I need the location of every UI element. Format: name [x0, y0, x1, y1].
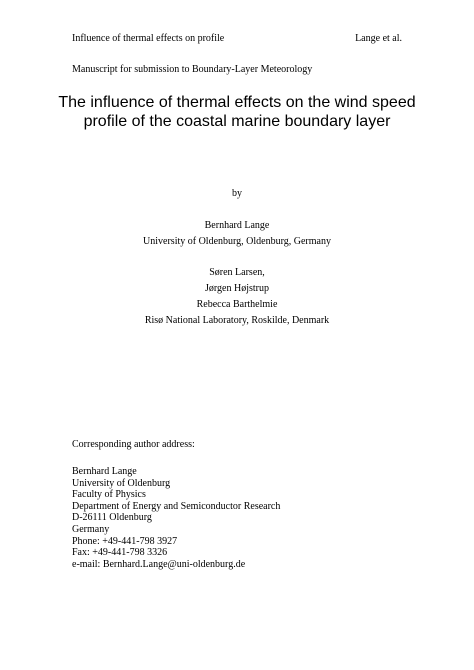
- address-line: Department of Energy and Semiconductor Research: [72, 500, 281, 512]
- fax-line: Fax: +49-441-798 3326: [72, 547, 168, 559]
- title-line-2: profile of the coastal marine boundary layer: [83, 113, 391, 130]
- corresponding-address: [72, 466, 280, 570]
- address-line: University of Oldenburg: [72, 477, 171, 489]
- address-line: D-26111 Oldenburg: [72, 512, 152, 524]
- phone-line: Phone: +49-441-798 3927: [72, 535, 178, 547]
- coauthor-line: Rebecca Barthelmie: [196, 299, 278, 310]
- coauthor-affiliation: Risø National Laboratory, Roskilde, Denmark: [144, 315, 330, 326]
- corresponding-author-label: Corresponding author address:: [72, 439, 195, 450]
- by-line: by: [232, 188, 242, 199]
- coauthor-block: [40, 265, 434, 329]
- running-header-right: Lange et al.: [355, 33, 402, 44]
- coauthor-line: Jørgen Højstrup: [205, 283, 269, 294]
- paper-title: [40, 93, 434, 131]
- running-header-left: Influence of thermal effects on profile: [72, 33, 225, 44]
- address-line: Bernhard Lange: [72, 466, 137, 477]
- address-line: Germany: [72, 523, 110, 535]
- address-line: Faculty of Physics: [72, 489, 146, 501]
- coauthor-line: Søren Larsen,: [209, 267, 265, 278]
- email-line: e-mail: Bernhard.Lange@uni-oldenburg.de: [72, 558, 246, 570]
- manuscript-note: Manuscript for submission to Boundary-Layer Meteorology: [72, 64, 313, 75]
- primary-author-name: Bernhard Lange: [204, 220, 270, 231]
- title-line-1: The influence of thermal effects on the wind speed: [58, 94, 416, 111]
- primary-author-affiliation: University of Oldenburg, Oldenburg, Germany: [143, 236, 331, 247]
- primary-author-block: [40, 218, 434, 250]
